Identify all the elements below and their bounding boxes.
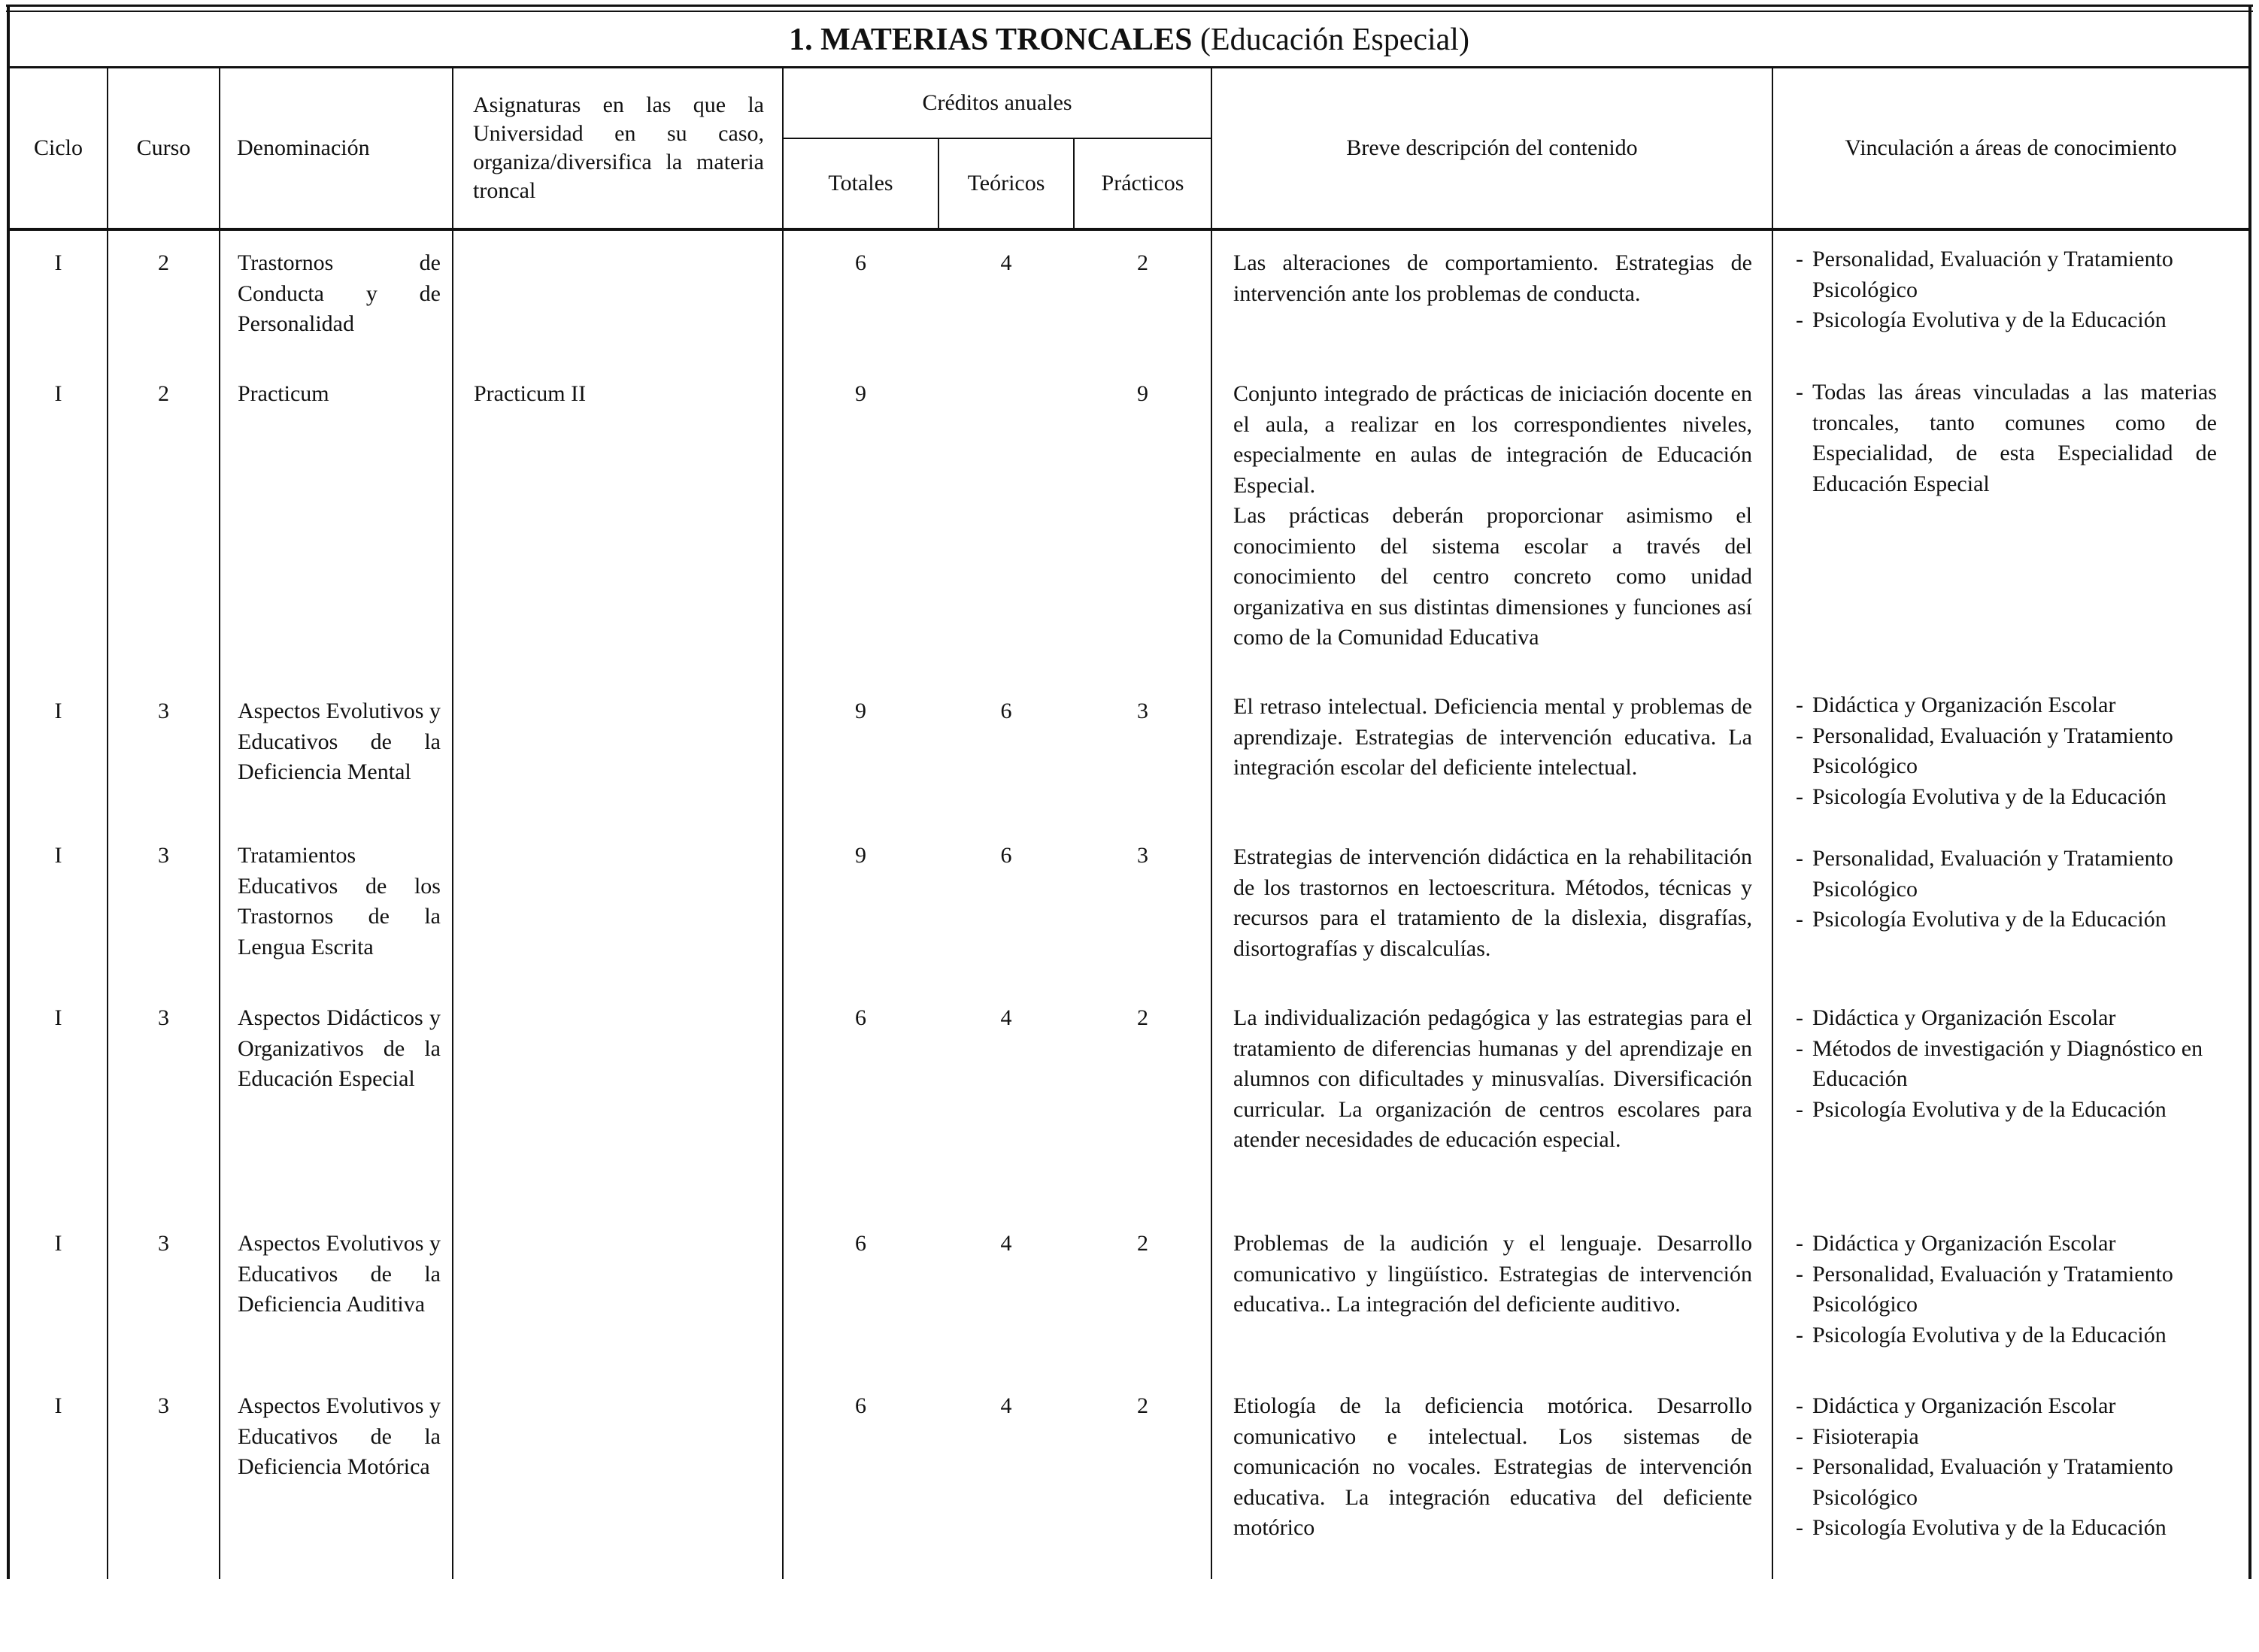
title-main: 1. MATERIAS TRONCALES (789, 23, 1193, 57)
row-6-vinculacion (1796, 1229, 2217, 1350)
list-item: - Didáctica y Organización Escolar (1796, 693, 2116, 717)
row-4-vinculacion (1796, 844, 2217, 935)
header-denominacion (220, 68, 452, 228)
row-5-totales: 6 (855, 1005, 866, 1030)
row-6-ciclo: I (54, 1231, 62, 1256)
row-1-totales: 6 (855, 250, 866, 275)
row-1-descripcion (1233, 248, 1752, 309)
row-4-totales: 9 (855, 843, 866, 868)
col-sep-1 (107, 68, 108, 1579)
row-4-descripcion (1233, 842, 1752, 964)
col-sep-7 (1211, 68, 1212, 1579)
list-item: - Psicología Evolutiva y de la Educación (1796, 1515, 2167, 1540)
top-border-outer (6, 5, 2253, 7)
header-asignaturas (453, 68, 782, 228)
row-5-descripcion-p1: La individualización pedagógica y las estrategias para el tratamiento de diferencias humanas y del aprendizaje en alumnos con dificultades y minusvalías. Diversificación curricular. La organización de centros escolares para atender necesidades de educación especial. (1233, 1005, 1752, 1152)
list-item: - Psicología Evolutiva y de la Educación (1796, 784, 2167, 809)
left-border (7, 5, 10, 1579)
header-creditos: Créditos anuales (922, 90, 1072, 115)
row-2-descripcion-p1: Conjunto integrado de prácticas de iniciación docente en el aula, a realizar en los correspondientes niveles, especialmente en aulas de integración de Educación Especial. (1233, 381, 1752, 498)
list-item: - Psicología Evolutiva y de la Educación (1796, 1322, 2167, 1347)
list-item: - Didáctica y Organización Escolar (1796, 1231, 2116, 1256)
col-sep-2 (219, 68, 220, 1579)
row-2-curso: 2 (158, 381, 169, 406)
row-6-denominacion: Aspectos Evolutivos y Educativos de la Deficiencia Auditiva (238, 1231, 441, 1317)
header-denominacion-label: Denominación (237, 135, 370, 160)
row-6-curso: 3 (158, 1231, 169, 1256)
header-bottom-rule (7, 228, 2251, 231)
row-7-totales: 6 (855, 1393, 866, 1418)
col-sep-4 (782, 68, 784, 1579)
list-item: - Personalidad, Evaluación y Tratamiento Psicológico (1796, 247, 2173, 302)
row-1-ciclo: I (54, 250, 62, 275)
row-2-practicos: 9 (1137, 381, 1148, 406)
row-2-denominacion: Practicum (238, 381, 329, 406)
row-4-teoricos: 6 (1000, 843, 1012, 868)
row-5-vinculacion (1796, 1003, 2217, 1125)
row-2-totales: 9 (855, 381, 866, 406)
row-2-asignaturas: Practicum II (474, 381, 587, 406)
row-4-descripcion-p1: Estrategias de intervención didáctica en la rehabilitación de los trastornos en lectoescritura. Métodos, técnicas y recursos para el tratamiento de la dislexia, disgrafías, disortografías y discalculías. (1233, 844, 1752, 961)
col-sep-8 (1772, 68, 1773, 1579)
row-6-practicos: 2 (1137, 1231, 1148, 1256)
row-7-teoricos: 4 (1000, 1393, 1012, 1418)
row-2-ciclo: I (54, 381, 62, 406)
row-3-descripcion-p1: El retraso intelectual. Deficiencia mental y problemas de aprendizaje. Estrategias de intervención educativa. La integración escolar del deficiente intelectual. (1233, 694, 1752, 780)
row-6-teoricos: 4 (1000, 1231, 1012, 1256)
list-item: - Personalidad, Evaluación y Tratamiento Psicológico (1796, 723, 2173, 778)
row-7-vinculacion (1796, 1391, 2217, 1544)
row-1-vinculacion (1796, 244, 2217, 336)
row-4-ciclo: I (54, 843, 62, 868)
header-descripcion: Breve descripción del contenido (1346, 135, 1638, 160)
row-2-descripcion (1233, 379, 1752, 653)
row-1-descripcion-p1: Las alteraciones de comportamiento. Estrategias de intervención ante los problemas de conducta. (1233, 250, 1752, 306)
row-5-teoricos: 4 (1000, 1005, 1012, 1030)
row-4-curso: 3 (158, 843, 169, 868)
row-6-descripcion (1233, 1229, 1752, 1320)
row-7-denominacion: Aspectos Evolutivos y Educativos de la Deficiencia Motórica (238, 1393, 441, 1479)
row-5-ciclo: I (54, 1005, 62, 1030)
right-border (2248, 5, 2251, 1579)
row-6-totales: 6 (855, 1231, 866, 1256)
list-item: - Personalidad, Evaluación y Tratamiento Psicológico (1796, 846, 2173, 902)
row-2-descripcion-p2: Las prácticas deberán proporcionar asimismo el conocimiento del sistema escolar a través del conocimiento del centro concreto como unidad organizativa en sus distintas dimensiones y funciones así como de la Comunidad Educativa (1233, 503, 1752, 650)
list-item: - Personalidad, Evaluación y Tratamiento Psicológico (1796, 1261, 2173, 1317)
header-ciclo: Ciclo (34, 135, 83, 160)
row-7-descripcion-p1: Etiología de la deficiencia motórica. Desarrollo comunicativo e intelectual. Los sistemas de comunicación no vocales. Estrategias de intervención educativa. La integración educativa del deficiente motórico (1233, 1393, 1752, 1540)
row-3-denominacion: Aspectos Evolutivos y Educativos de la Deficiencia Mental (238, 699, 441, 784)
row-7-ciclo: I (54, 1393, 62, 1418)
row-6-descripcion-p1: Problemas de la audición y el lenguaje. Desarrollo comunicativo y lingüístico. Estrategias de intervención educativa.. La integración del deficiente auditivo. (1233, 1231, 1752, 1317)
list-item: - Didáctica y Organización Escolar (1796, 1393, 2116, 1418)
header-totales: Totales (828, 171, 893, 196)
row-5-descripcion (1233, 1003, 1752, 1156)
row-7-practicos: 2 (1137, 1393, 1148, 1418)
row-1-teoricos: 4 (1000, 250, 1012, 275)
row-4-practicos: 3 (1137, 843, 1148, 868)
list-item: - Métodos de investigación y Diagnóstico en Educación (1796, 1035, 2203, 1091)
list-item: - Psicología Evolutiva y de la Educación (1796, 1096, 2167, 1122)
list-item: - Fisioterapia (1796, 1423, 1919, 1449)
header-teoricos: Teóricos (967, 171, 1045, 196)
row-3-totales: 9 (855, 699, 866, 723)
header-asignaturas-label: Asignaturas en las que la Universidad en su caso, organiza/diversifica la materia troncal (473, 92, 764, 203)
list-item: - Todas las áreas vinculadas a las materias troncales, tanto comunes como de Especialidad, de esta Especialidad de Educación Especial (1796, 380, 2217, 496)
row-5-practicos: 2 (1137, 1005, 1148, 1030)
row-4-denominacion: Tratamientos Educativos de los Trastornos de la Lengua Escrita (238, 843, 441, 959)
list-item: - Personalidad, Evaluación y Tratamiento Psicológico (1796, 1454, 2173, 1510)
row-1-curso: 2 (158, 250, 169, 275)
title-sub: (Educación Especial) (1199, 23, 1469, 57)
row-3-descripcion (1233, 692, 1752, 784)
row-2-vinculacion (1796, 377, 2217, 499)
row-1-practicos: 2 (1137, 250, 1148, 275)
row-3-vinculacion (1796, 690, 2217, 812)
row-5-curso: 3 (158, 1005, 169, 1030)
row-5-denominacion: Aspectos Didácticos y Organizativos de la Educación Especial (238, 1005, 441, 1091)
header-curso: Curso (136, 135, 191, 160)
row-3-ciclo: I (54, 699, 62, 723)
header-practicos: Prácticos (1101, 171, 1184, 196)
list-item: - Psicología Evolutiva y de la Educación (1796, 308, 2167, 332)
list-item: - Psicología Evolutiva y de la Educación (1796, 907, 2167, 932)
row-7-descripcion (1233, 1391, 1752, 1544)
row-3-practicos: 3 (1137, 699, 1148, 723)
row-1-denominacion: Trastornos de Conducta y de Personalidad (238, 250, 441, 336)
row-7-curso: 3 (158, 1393, 169, 1418)
header-vinculacion: Vinculación a áreas de conocimiento (1845, 135, 2177, 160)
top-border-inner (6, 11, 2253, 12)
row-3-curso: 3 (158, 699, 169, 723)
list-item: - Didáctica y Organización Escolar (1796, 1005, 2116, 1030)
table-title (10, 14, 2248, 66)
row-3-teoricos: 6 (1000, 699, 1012, 723)
col-sep-3 (452, 68, 453, 1579)
